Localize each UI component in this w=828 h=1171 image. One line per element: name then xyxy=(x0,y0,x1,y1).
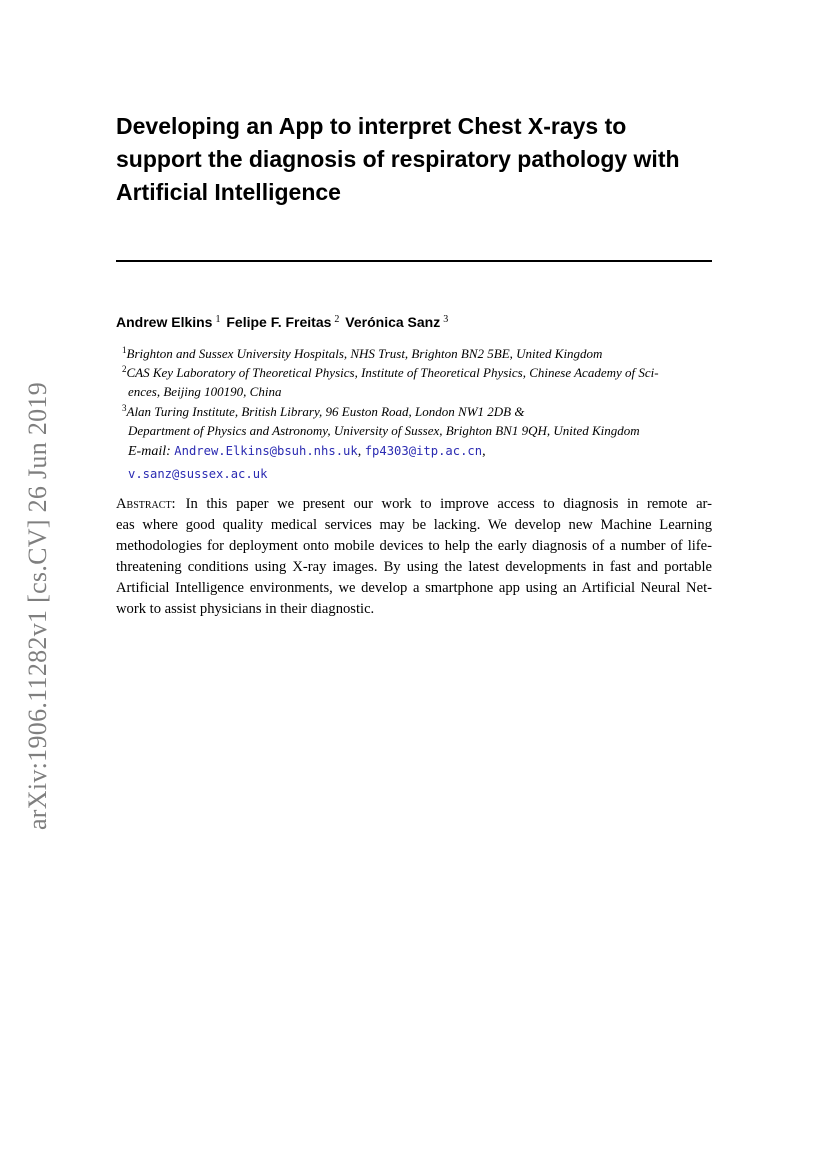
email-link[interactable]: v.sanz@sussex.ac.uk xyxy=(128,467,268,481)
abstract-line: eas where good quality medical services may be lacking. We develop new Machine Learning xyxy=(116,517,712,533)
author-list xyxy=(116,314,450,330)
abstract xyxy=(116,494,712,620)
author-name: Andrew Elkins xyxy=(116,314,213,330)
affiliation-mark: 3 xyxy=(122,403,127,413)
title-line: support the diagnosis of respiratory pathology with xyxy=(116,146,680,172)
email-block: E-mail: Andrew.Elkins@bsuh.nhs.uk, fp4303@itp.ac.cn, v.sanz@sussex.ac.uk xyxy=(128,444,486,481)
title-line: Developing an App to interpret Chest X-rays to xyxy=(116,113,627,139)
paper-title xyxy=(116,110,716,209)
abstract-line: methodologies for deployment onto mobile devices to help the early diagnosis of a number of life- xyxy=(116,538,712,554)
email-link[interactable]: Andrew.Elkins@bsuh.nhs.uk xyxy=(174,444,358,458)
affiliation-text: CAS Key Laboratory of Theoretical Physics, Institute of Theoretical Physics, Chinese Academy of Sci- xyxy=(126,365,659,380)
affiliation-text: Brighton and Sussex University Hospitals, NHS Trust, Brighton BN2 5BE, United Kingdom xyxy=(126,346,603,361)
affiliation-mark: 1 xyxy=(122,345,127,355)
email-label: E-mail: xyxy=(128,444,171,459)
abstract-line xyxy=(116,494,712,515)
author-name: Verónica Sanz xyxy=(345,314,441,330)
title-divider xyxy=(116,260,712,262)
email-link[interactable]: fp4303@itp.ac.cn xyxy=(364,444,483,458)
author-name: Felipe F. Freitas xyxy=(226,314,332,330)
affiliation-text: Department of Physics and Astronomy, University of Sussex, Brighton BN1 9QH, United Kingdom xyxy=(128,423,640,438)
abstract-text: In this paper we present our work to improve access to diagnosis in remote ar- xyxy=(185,496,712,512)
affiliation-2 xyxy=(122,360,659,401)
affiliation-text: ences, Beijing 100190, China xyxy=(128,384,282,399)
abstract-line: work to assist physicians in their diagnostic. xyxy=(116,601,375,617)
author-affiliation-mark: 1 xyxy=(215,314,221,325)
author-affiliation-mark: 2 xyxy=(334,314,340,325)
abstract-line: Artificial Intelligence environments, we develop a smartphone app using an Artificial Neural Net- xyxy=(116,580,712,596)
abstract-line: threatening conditions using X-ray images. By using the latest developments in fast and portable xyxy=(116,559,712,575)
author-affiliation-mark: 3 xyxy=(443,314,449,325)
arxiv-identifier-stamp: arXiv:1906.11282v1 [cs.CV] 26 Jun 2019 xyxy=(23,381,52,831)
abstract-heading: Abstract: xyxy=(116,496,176,512)
affiliation-text: Alan Turing Institute, British Library, 96 Euston Road, London NW1 2DB & xyxy=(126,404,525,419)
title-line: Artificial Intelligence xyxy=(116,179,341,205)
affiliation-mark: 2 xyxy=(122,364,127,374)
affiliation-3 xyxy=(122,399,640,440)
